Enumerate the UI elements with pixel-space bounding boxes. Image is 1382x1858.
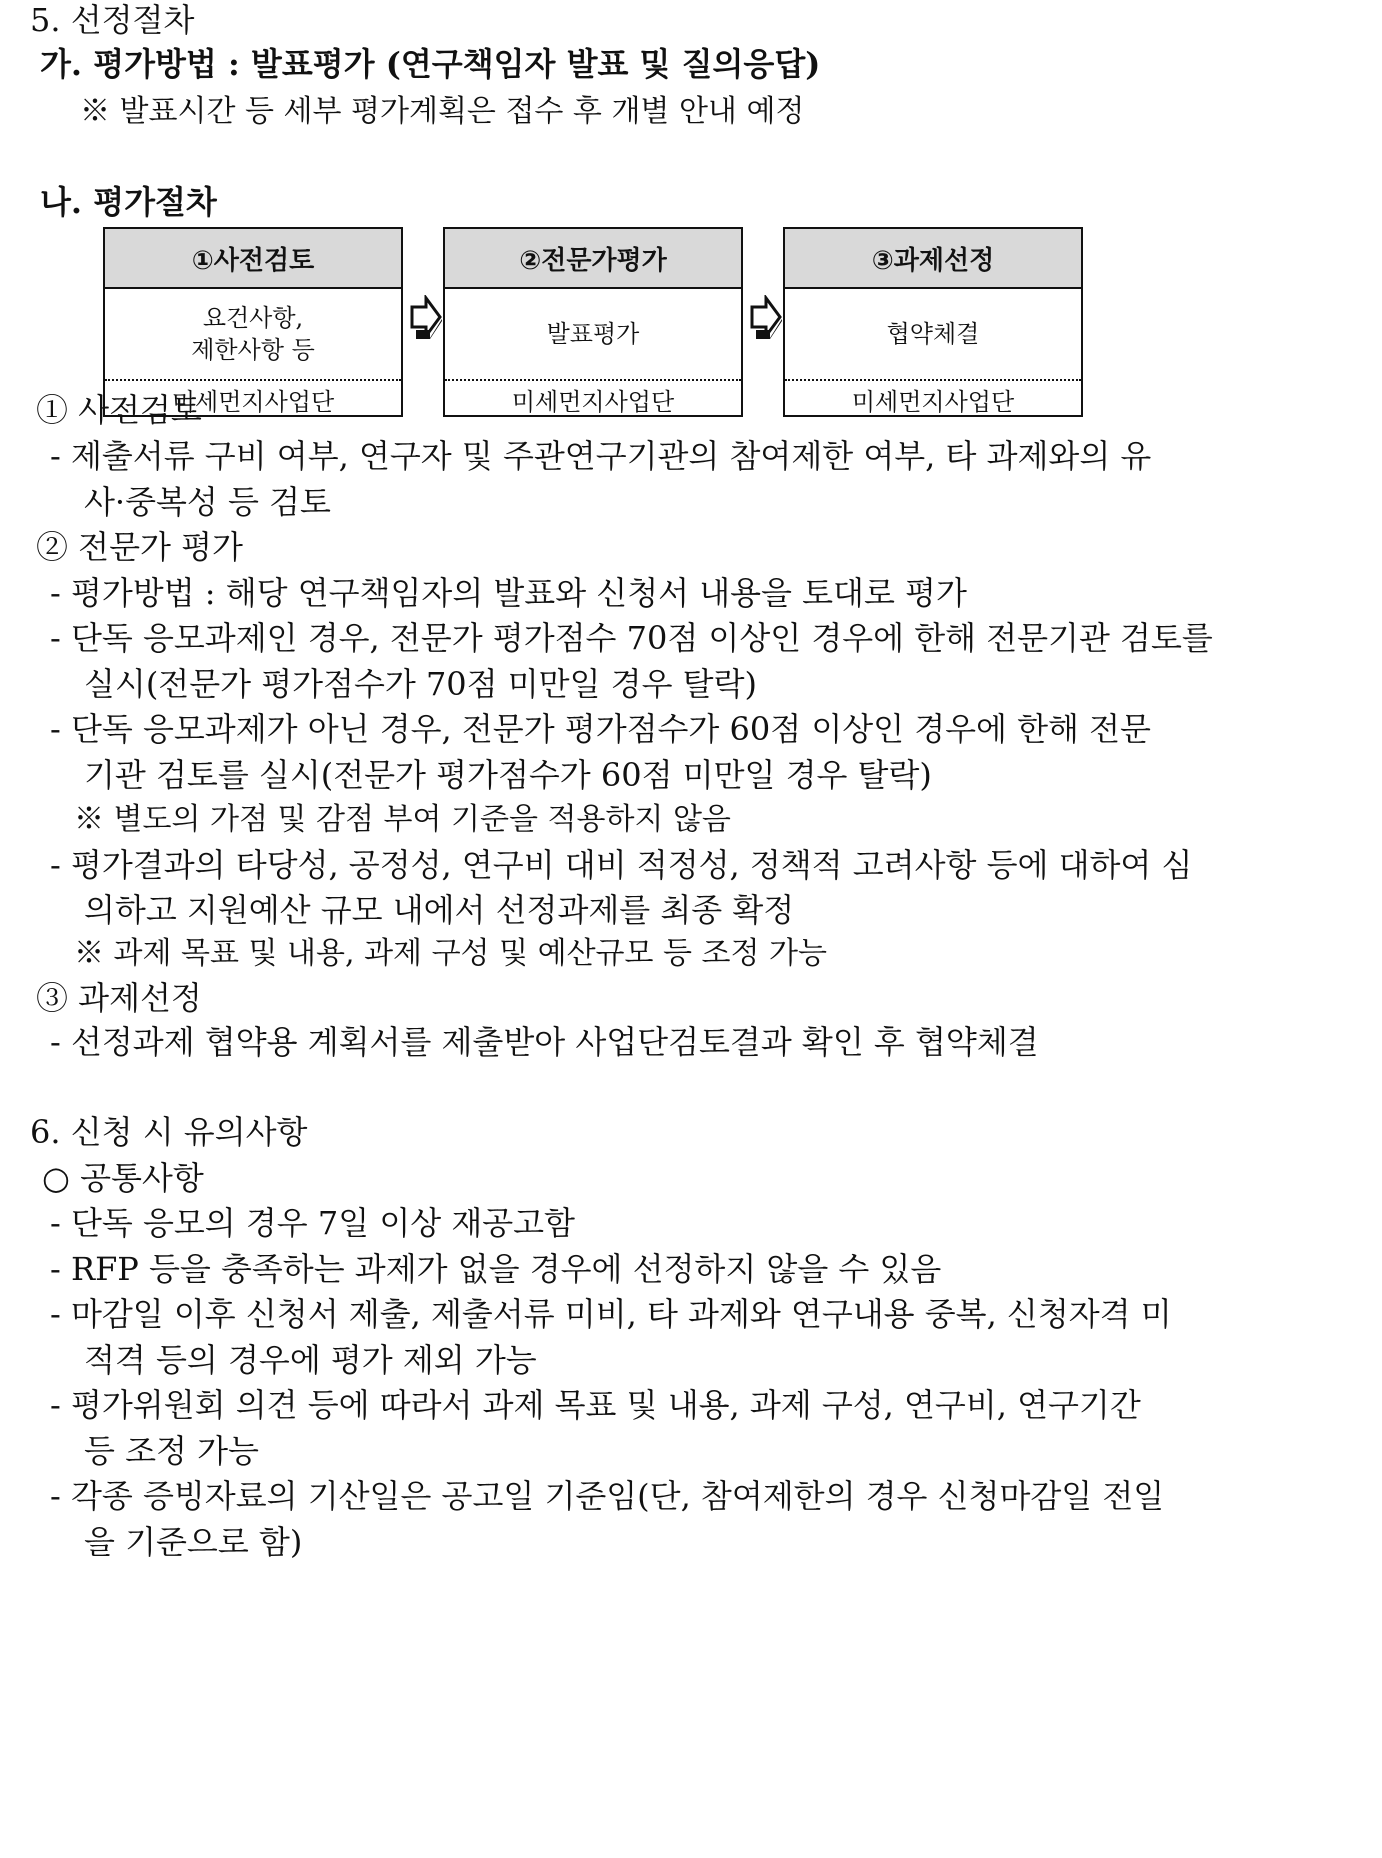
common-title: ○ 공통사항 — [42, 1159, 204, 1197]
step2-item4-line1: - 평가결과의 타당성, 공정성, 연구비 대비 적정성, 정책적 고려사항 등에 대하여 심 — [50, 846, 1193, 884]
s6-item3-line2: 적격 등의 경우에 평가 제외 가능 — [84, 1341, 537, 1379]
section5-title: 5. 선정절차 — [30, 1, 195, 39]
flow-step-3-head: ③과제선정 — [785, 229, 1081, 289]
s6-item4-line2: 등 조정 가능 — [84, 1432, 259, 1470]
step2-item1: - 평가방법 : 해당 연구책임자의 발표와 신청서 내용을 토대로 평가 — [50, 574, 967, 612]
step3-title: ③ 과제선정 — [36, 979, 202, 1017]
right-arrow-icon — [408, 295, 444, 339]
flow-step-2 — [443, 227, 743, 417]
step2-item4-line2: 의하고 지원예산 규모 내에서 선정과제를 최종 확정 — [84, 891, 795, 929]
right-arrow-icon — [748, 295, 784, 339]
s6-item5-line1: - 각종 증빙자료의 기산일은 공고일 기준임(단, 참여제한의 경우 신청마감일 전일 — [50, 1477, 1165, 1515]
flow-step-1-head: ①사전검토 — [105, 229, 401, 289]
step1-item1-line1 — [50, 436, 1152, 476]
flow-step-3-body-line1: 협약체결 — [886, 320, 980, 348]
flow-step-3-body — [785, 289, 1081, 379]
s6-item2: - RFP 등을 충족하는 과제가 없을 경우에 선정하지 않을 수 있음 — [50, 1250, 942, 1288]
flow-step-1-body-line1: 요건사항, — [202, 304, 304, 332]
flow-step-1-body — [105, 289, 401, 379]
step1-item1-line2: 사·중복성 등 검토 — [84, 483, 331, 521]
s6-item5-line2: 을 기준으로 함) — [84, 1523, 303, 1561]
flow-step-3-foot: 미세먼지사업단 — [785, 379, 1081, 417]
flow-step-2-foot: 미세먼지사업단 — [445, 379, 741, 417]
step3-item1: - 선정과제 협약용 계획서를 제출받아 사업단검토결과 확인 후 협약체결 — [50, 1023, 1039, 1061]
step2-item3-line1: - 단독 응모과제가 아닌 경우, 전문가 평가점수가 60점 이상인 경우에 한해 전문 — [50, 710, 1151, 748]
flow-step-1 — [103, 227, 403, 417]
flow-step-2-body-line1: 발표평가 — [546, 320, 640, 348]
s6-item4-line1: - 평가위원회 의견 등에 따라서 과제 목표 및 내용, 과제 구성, 연구비, 연구기간 — [50, 1386, 1141, 1424]
step1-item1-text: - 제출서류 구비 여부, 연구자 및 주관연구기관의 참여제한 여부, 타 과제와의 유 — [50, 437, 1152, 475]
step2-item2-line2: 실시(전문가 평가점수가 70점 미만일 경우 탈락) — [84, 665, 757, 703]
step1-title: ① 사전검토 — [36, 391, 202, 429]
s6-item1: - 단독 응모의 경우 7일 이상 재공고함 — [50, 1204, 575, 1242]
flow-step-1-body-line2: 제한사항 등 — [191, 336, 315, 364]
sub-b-title: 나. 평가절차 — [40, 183, 217, 221]
flow-step-1-foot: 미세먼지사업단 — [105, 379, 401, 417]
flow-step-2-head: ②전문가평가 — [445, 229, 741, 289]
step2-title: ② 전문가 평가 — [36, 528, 243, 566]
step2-note2: ※ 과제 목표 및 내용, 과제 구성 및 예산규모 등 조정 가능 — [74, 936, 828, 971]
s6-item3-line1: - 마감일 이후 신청서 제출, 제출서류 미비, 타 과제와 연구내용 중복, 신청자격 미 — [50, 1295, 1172, 1333]
sub-a-note: ※ 발표시간 등 세부 평가계획은 접수 후 개별 안내 예정 — [80, 94, 805, 129]
step2-item2-line1: - 단독 응모과제인 경우, 전문가 평가점수 70점 이상인 경우에 한해 전문기관 검토를 — [50, 619, 1213, 657]
sub-a-title: 가. 평가방법 : 발표평가 (연구책임자 발표 및 질의응답) — [40, 45, 821, 83]
step2-item3-line2: 기관 검토를 실시(전문가 평가점수가 60점 미만일 경우 탈락) — [84, 756, 932, 794]
flow-step-3 — [783, 227, 1083, 417]
flow-step-2-body — [445, 289, 741, 379]
step2-note1: ※ 별도의 가점 및 감점 부여 기준을 적용하지 않음 — [74, 802, 731, 837]
section6-title: 6. 신청 시 유의사항 — [30, 1113, 308, 1151]
